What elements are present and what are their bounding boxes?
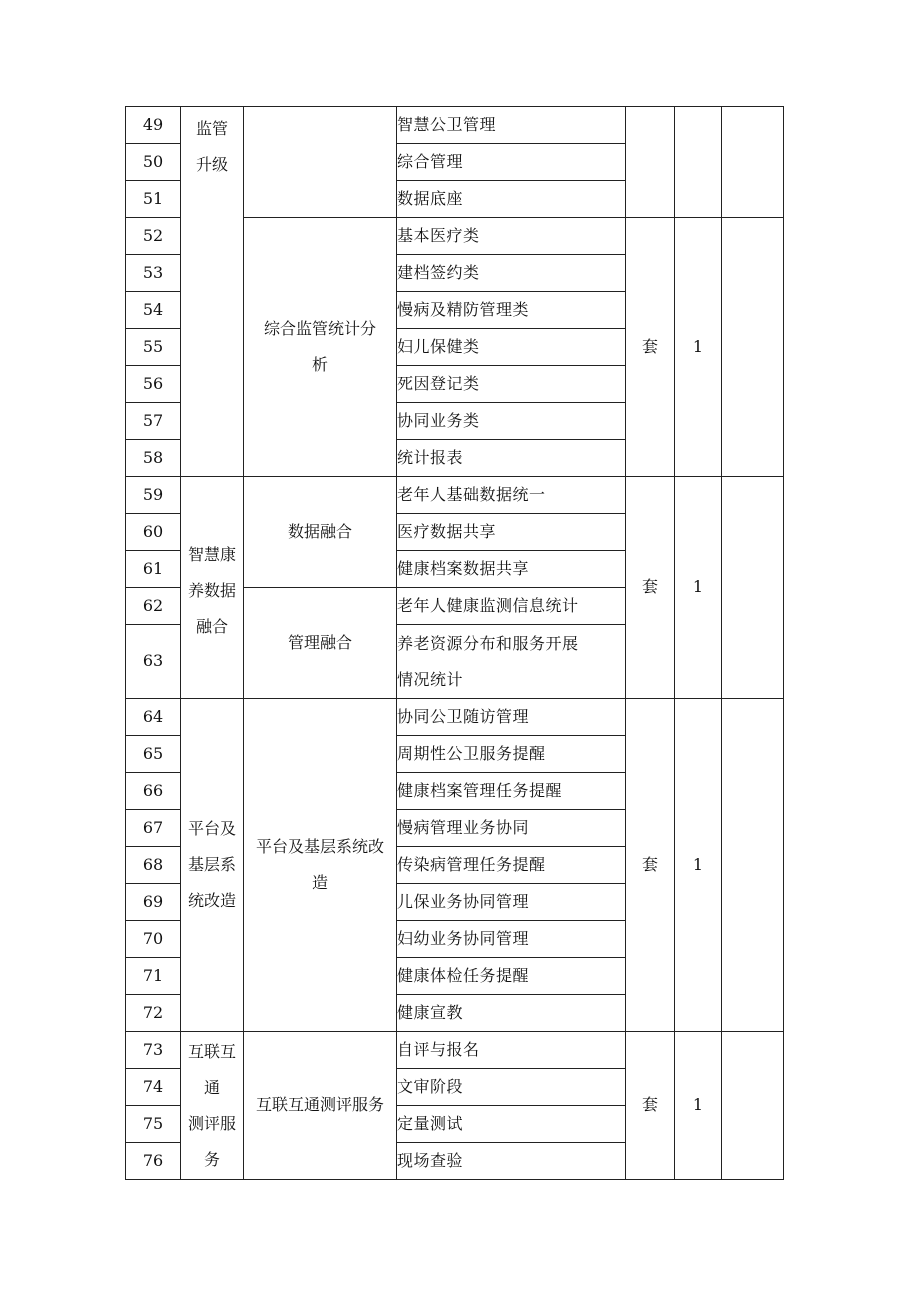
subcategory-cell: 数据融合 xyxy=(244,477,397,588)
item-cell: 基本医疗类 xyxy=(397,218,626,255)
row-number: 49 xyxy=(126,107,181,144)
category-line: 基层系 xyxy=(187,855,236,874)
row-number: 59 xyxy=(126,477,181,514)
item-cell: 协同业务类 xyxy=(397,403,626,440)
item-cell: 建档签约类 xyxy=(397,255,626,292)
category-line: 测评服 xyxy=(187,1113,236,1133)
unit-cell: 套 xyxy=(626,218,675,477)
category-line: 互联互 xyxy=(187,1041,236,1061)
item-cell: 协同公卫随访管理 xyxy=(397,699,626,736)
item-cell: 传染病管理任务提醒 xyxy=(397,847,626,884)
row-number: 56 xyxy=(126,366,181,403)
category-line: 监管 xyxy=(195,119,228,138)
subcategory-line: 造 xyxy=(311,873,328,892)
row-number: 52 xyxy=(126,218,181,255)
item-cell: 健康档案管理任务提醒 xyxy=(397,773,626,810)
row-number: 75 xyxy=(126,1106,181,1143)
row-number: 70 xyxy=(126,921,181,958)
item-cell: 统计报表 xyxy=(397,440,626,477)
item-line: 养老资源分布和服务开展 xyxy=(397,633,579,653)
row-number: 67 xyxy=(126,810,181,847)
row-number: 69 xyxy=(126,884,181,921)
row-number: 66 xyxy=(126,773,181,810)
row-number: 73 xyxy=(126,1032,181,1069)
category-cell xyxy=(181,699,244,1032)
item-cell: 老年人健康监测信息统计 xyxy=(397,588,626,625)
category-line: 通 xyxy=(203,1077,220,1097)
row-number: 74 xyxy=(126,1069,181,1106)
quantity-cell: 1 xyxy=(675,699,722,1032)
category-line: 平台及 xyxy=(187,819,236,838)
unit-cell: 套 xyxy=(626,477,675,699)
category-line: 务 xyxy=(203,1149,220,1169)
item-cell: 综合管理 xyxy=(397,144,626,181)
table-row xyxy=(126,107,784,144)
item-cell: 慢病及精防管理类 xyxy=(397,292,626,329)
item-cell: 慢病管理业务协同 xyxy=(397,810,626,847)
subcategory-cell xyxy=(244,218,397,477)
unit-cell: 套 xyxy=(626,699,675,1032)
note-cell xyxy=(722,218,784,477)
item-cell: 老年人基础数据统一 xyxy=(397,477,626,514)
row-number: 50 xyxy=(126,144,181,181)
category-cell xyxy=(181,477,244,699)
category-line: 融合 xyxy=(195,616,228,636)
row-number: 54 xyxy=(126,292,181,329)
row-number: 53 xyxy=(126,255,181,292)
row-number: 58 xyxy=(126,440,181,477)
item-cell: 定量测试 xyxy=(397,1106,626,1143)
item-cell: 儿保业务协同管理 xyxy=(397,884,626,921)
equipment-table xyxy=(125,106,784,1180)
row-number: 63 xyxy=(126,625,181,699)
item-cell: 文审阶段 xyxy=(397,1069,626,1106)
table-row xyxy=(126,699,784,736)
row-number: 76 xyxy=(126,1143,181,1180)
note-cell xyxy=(722,1032,784,1180)
row-number: 64 xyxy=(126,699,181,736)
item-cell: 周期性公卫服务提醒 xyxy=(397,736,626,773)
row-number: 51 xyxy=(126,181,181,218)
category-cell xyxy=(181,1032,244,1180)
empty-unit-cell xyxy=(626,107,675,218)
quantity-cell: 1 xyxy=(675,1032,722,1180)
item-cell: 妇儿保健类 xyxy=(397,329,626,366)
note-cell xyxy=(722,699,784,1032)
row-number: 65 xyxy=(126,736,181,773)
row-number: 62 xyxy=(126,588,181,625)
subcategory-line: 综合监管统计分 xyxy=(263,319,376,338)
empty-note-cell xyxy=(722,107,784,218)
item-cell: 健康宣教 xyxy=(397,995,626,1032)
category-line: 养数据 xyxy=(187,580,236,600)
quantity-cell: 1 xyxy=(675,477,722,699)
row-number: 61 xyxy=(126,551,181,588)
subcategory-line: 析 xyxy=(311,355,328,374)
subcategory-cell xyxy=(244,699,397,1032)
item-cell: 医疗数据共享 xyxy=(397,514,626,551)
item-cell: 智慧公卫管理 xyxy=(397,107,626,144)
row-number: 71 xyxy=(126,958,181,995)
item-line: 情况统计 xyxy=(397,669,464,689)
subcategory-line: 平台及基层系统改 xyxy=(255,837,384,856)
category-line: 统改造 xyxy=(187,891,236,910)
item-cell: 数据底座 xyxy=(397,181,626,218)
table-row xyxy=(126,477,784,514)
row-number: 68 xyxy=(126,847,181,884)
table-row xyxy=(126,1032,784,1069)
empty-sub-cell xyxy=(244,107,397,218)
category-cell xyxy=(181,107,244,477)
category-line: 升级 xyxy=(195,155,228,174)
item-cell: 妇幼业务协同管理 xyxy=(397,921,626,958)
note-cell xyxy=(722,477,784,699)
subcategory-cell: 管理融合 xyxy=(244,588,397,699)
item-cell: 死因登记类 xyxy=(397,366,626,403)
item-cell xyxy=(397,625,626,699)
subcategory-cell: 互联互通测评服务 xyxy=(244,1032,397,1180)
row-number: 72 xyxy=(126,995,181,1032)
quantity-cell: 1 xyxy=(675,218,722,477)
row-number: 60 xyxy=(126,514,181,551)
row-number: 57 xyxy=(126,403,181,440)
item-cell: 健康体检任务提醒 xyxy=(397,958,626,995)
item-cell: 自评与报名 xyxy=(397,1032,626,1069)
item-cell: 健康档案数据共享 xyxy=(397,551,626,588)
item-cell: 现场查验 xyxy=(397,1143,626,1180)
empty-qty-cell xyxy=(675,107,722,218)
unit-cell: 套 xyxy=(626,1032,675,1180)
category-line: 智慧康 xyxy=(187,544,236,564)
row-number: 55 xyxy=(126,329,181,366)
